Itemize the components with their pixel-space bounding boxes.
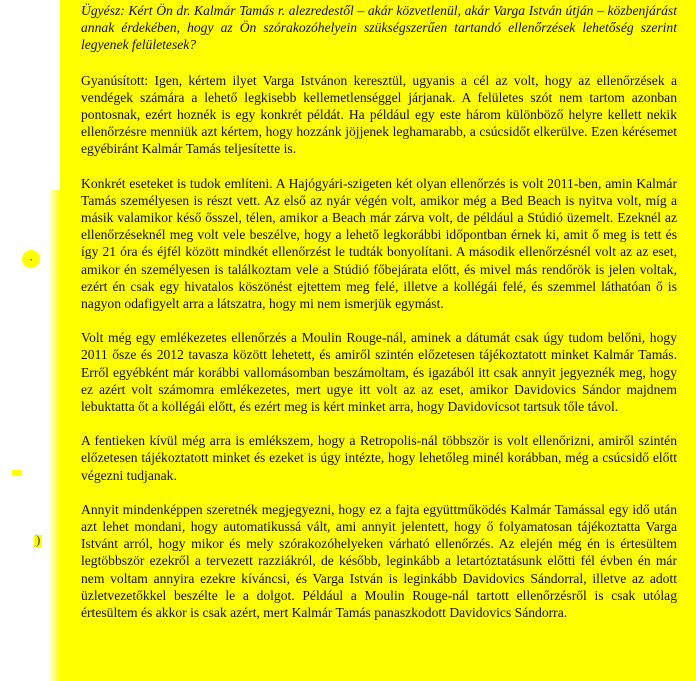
suspect-answer: Gyanúsított: Igen, kértem ilyet Varga Istvánon keresztül, ugyanis a cél az volt, hogy az ellenőrzések a vendégek számára a lehető legkisebb kellemetlenséggel járjanak. A felületes szót nem tartom azonban pontosnak, ezért hoznék is egy konkrét példát. Ha például egy este három különböző helyre kellett nekik ellenőrzésre menniük azt kértem, hogy hozzánk jöjjenek leghamarabb, a csúcsidőt elkerülve. Ezen kérésemet egyébiránt Kalmár Tamás teljesítette is.	[81, 72, 677, 157]
testimony-paragraph: Annyit mindenképpen szeretnék megjegyezni, hogy ez a fajta együttműködés Kalmár Tamással egy idő után azt lehet mondani, hogy automatikussá vált, ami annyit jelentett, hogy ő folyamatosan tájékoztatta Varga Istvánt arról, hogy mikor és mely szórakozóhelyeken várható ellenőrzés. Az elején még én is értesültem legtöbbször ezekről a tervezett razziákról, de később, leginkább a letartóztatásunk előtti fél évben én már nem voltam annyira ezekre kíváncsi, és Varga István is leginkább Davidovics Sándorral, illetve az adott üzletvezetőkkel beszélte le a dolgot. Például a Moulin Rouge-nál tartott ellenőrzésről is csak utólag értesültem és akkor is csak azért, mert Kalmár Tamás panaszkodott Davidovics Sándorra.	[81, 501, 677, 621]
prosecutor-question: Ügyész: Kért Ön dr. Kalmár Tamás r. alezredestől – akár közvetlenül, akár Varga István útján – közbenjárást annak érdekében, hogy az Ön szórakozóhelyein szükségszerűen tartandó ellenőrzések lehetőség szerint legyenek felületesek?	[81, 3, 677, 53]
testimony-paragraph: Konkrét eseteket is tudok említeni. A Hajógyári-szigeten két olyan ellenőrzés is volt 2011-ben, amin Kalmár Tamás személyesen is részt vett. Az első az nyár végén volt, amikor még a Bed Beach is nyitva volt, míg a másik valamikor késő ősszel, télen, amikor a Beach már zárva volt, de például a Stúdió üzemelt. Ezeknél az ellenőrzéseknél meg volt vele beszélve, hogy a lehető legkorábbi időpontban érnek ki, amit ő meg is tett és így 21 óra és éjfél között mindkét ellenőrzést le tudták bonyolítani. A második ellenőrzésnél volt az az eset, amikor én személyesen is találkoztam vele a Stúdió főbejárata előtt, és mivel más rendőrök is jelen voltak, ezért én csak egy hivatalos köszönést ejtettem meg felé, illetve a kollégái felé, és szemmel láthatóan ő is nagyon odafigyelt arra a látszatra, hogy mi nem ismerjük egymást.	[81, 175, 677, 312]
testimony-paragraph: A fentieken kívül még arra is emlékszem, hogy a Retropolis-nál többször is volt ellenőrizni, amiről szintén előzetesen tájékoztatott minket és ezeket is úgy intézte, hogy lehetőleg minél korábban, még a csúcsidő előtt végezni tudjanak.	[81, 433, 677, 483]
document-body	[81, 2, 677, 638]
stray-mark: )	[36, 532, 41, 547]
stray-mark: ·	[29, 252, 34, 267]
testimony-paragraph: Volt még egy emlékezetes ellenőrzés a Moulin Rouge-nál, aminek a dátumát csak úgy tudom belőni, hogy 2011 ősze és 2012 tavasza között lehetett, és amiről szintén előzetesen tájékoztatott minket Kalmár Tamás. Erről egyébként már korábbi vallomásomban beszámoltam, és igazából itt csak annyit jegyeznék meg, hogy ez azért volt számomra emlékezetes, mert ugye itt volt az az eset, amikor Davidovics Sándor majdnem lebuktatta őt a kollégái előtt, és ezért meg is kért minket arra, hogy Davidovicsot tartsuk tőle távol.	[81, 330, 677, 415]
highlight-speck	[12, 470, 22, 476]
